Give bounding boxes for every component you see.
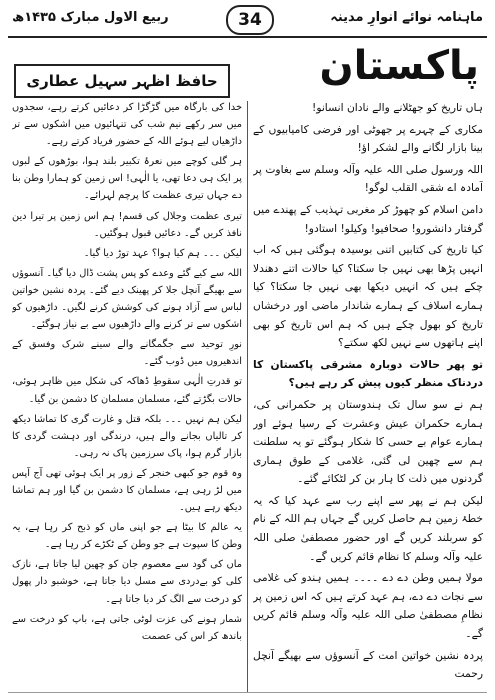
paragraph: ہر گلی کوچے میں نعرۂ تکبیر بلند ہوا، بوڑھوں کے لبوں پر ایک ہی دعا تھی، یا الٰہی! اس زمین کو ہمارا وطن بنا دے جہاں تیری عظمت کا پرچم لہرائے۔ (12, 156, 242, 202)
article-author: حافظ اظہر سہیل عطاری (14, 64, 230, 98)
issue-date: ربیع الاول مبارک ۱۴۳۵ھ (12, 10, 169, 25)
paragraph: شمار ہونے کی عزت لوٹی جاتی ہے، باپ کو درخت سے باندھ کر اس کی عصمت (12, 613, 242, 642)
footer-rule (8, 692, 487, 693)
paragraph: خدا کی بارگاہ میں گڑگڑا کر دعائیں کرتے رہے، سجدوں میں سر رکھے نیم شب کی تنہائیوں میں اشکوں سے تر داڑھیاں لیے ہوئے اللہ کے حضور فریاد کرتے رہے۔ (12, 102, 242, 148)
paragraph: کیا تاریخ کی کتابیں اتنی بوسیدہ ہوگئی ہیں کہ اب انہیں پڑھا بھی نہیں جا سکتا؟ کیا حالات اتنے دھندلا چکے ہیں کہ انہیں دیکھا بھی نہیں جا سکتا؟ کیا ہمارے اسلاف کے ہمارے شاندار ماضی اور درخشاں تاریخ کو بھول چکے ہیں کہ ہم اس تاریخ کو بھی اپنے ہاتھوں سے نہیں لکھ سکتے؟ (253, 243, 483, 350)
paragraph: اللہ ورسول صلی اللہ علیہ وآلہ وسلم سے بغاوت پر آمادہ اے شقی القلب لوگو! (253, 162, 483, 195)
publication-name: ماہنامہ نوائے انوارِ مدینہ (330, 10, 483, 25)
left-column (12, 99, 242, 648)
paragraph: ہاں تاریخ کو جھٹلانے والے نادان انسانو! (312, 101, 483, 114)
column-divider (247, 101, 248, 693)
right-column (253, 99, 483, 687)
magazine-page (8, 6, 487, 694)
paragraph: اللہ سے کیے گئے وعدے کو پس پشت ڈال دیا گیا۔ آنسوؤں سے بھیگے آنچل جلا کر پھینک دیے گئے۔ پردہ نشین خواتین لباس سے آزاد ہونے کی کوشش کرنے لگیں۔ داڑھیوں کو اشکوں سے تر کرنے والے داڑھیوں سے بے نیاز ہوگئے۔ (12, 267, 242, 331)
paragraph: تو پھر حالات دوبارہ مشرقی پاکستان کا دردناک منظر کیوں پیش کر رہے ہیں؟ (253, 357, 483, 390)
paragraph: وہ قوم جو کبھی خنجر کے زور پر ایک ہوئی تھی آج آپس میں لڑ رہی ہے، مسلمان کا دشمن بن گیا اور ہم تماشا دیکھ رہے ہیں۔ (12, 467, 242, 514)
paragraph: دامن اسلام کو چھوڑ کر مغربی تہذیب کے پھندے میں گرفتار دانشورو! صحافیو! وکیلو! استادو! (253, 202, 483, 235)
paragraph: تو قدرتِ الٰہی سقوطِ ڈھاکہ کی شکل میں ظاہر ہوئی، حالات بگڑتے گئے، مسلمان مسلمان کا دشمن بن گیا۔ (12, 376, 242, 405)
article-title: پاکستان (319, 43, 479, 89)
paragraph: ماں کی گود سے معصوم جان کو چھین لیا جاتا ہے، نازک کلی کو بےدردی سے مسل دیا جاتا ہے، خوشبو دار پھول کو درخت سے الگ کر دیا جاتا ہے۔ (12, 559, 242, 605)
paragraph: لیکن ہم نے پھر سے اپنے رب سے عہد کیا کہ یہ خطۂ زمین ہم حاصل کریں گے جہاں ہم اللہ کے نام کو سربلند کریں گے اور حضور مصطفیٰ صلی اللہ علیہ وآلہ وسلم کا نظام قائم کریں گے۔ (253, 493, 483, 563)
page-number: 34 (226, 5, 274, 35)
paragraph: مکاری کے چہرے پر جھوٹی اور فرضی کامیابیوں کے بینا بازار لگانے والے لشکر اؤ! (253, 122, 483, 155)
paragraph: پردہ نشین خواتین امت کے آنسوؤں سے بھیگے آنچل رحمت (253, 648, 483, 681)
paragraph: تیری عظمت وجلال کی قسم! ہم اس زمین پر تیرا دین نافذ کریں گے۔ دعائیں قبول ہوگئیں۔ (12, 210, 242, 239)
paragraph: یہ عالم کا بیٹا ہے جو اپنی ماں کو ذبح کر رہا ہے، یہ وطن کا سپوت ہے جو وطن کے ٹکڑے کر رہا ہے۔ (12, 522, 242, 551)
paragraph: لیکن ۔۔۔ ہم کیا ہوا؟ عہد توڑ دیا گیا۔ (83, 247, 242, 259)
paragraph: ہم نے سو سال تک ہندوستان پر حکمرانی کی، ہمارے حکمران عیش وعشرت کے رسیا ہوئے اور ہمارے عوام بے حسی کا شکار ہوگئے تو یہ سلطنت ہم سے چھین لی گئی، غلامی کے طوق ہماری گردنوں میں ذلت کا ہار بن کر لٹکائے گئے۔ (253, 397, 483, 486)
page-header (8, 6, 487, 38)
paragraph: مولا ہمیں وطن دے دے ۔۔۔۔ ہمیں ہندو کی غلامی سے نجات دے دے، ہم عہد کرتے ہیں کہ اس زمین پر نظامِ مصطفیٰ صلی اللہ علیہ وآلہ وسلم قائم کریں گے۔ (253, 571, 483, 641)
paragraph: نورِ توحید سے جگمگانے والے سینے شرک وفسق کے اندھیروں میں ڈوب گئے۔ (12, 339, 242, 368)
paragraph: لیکن ہم نہیں ۔۔۔ بلکہ قتل و غارت گری کا تماشا دیکھ کر تالیاں بجانے والے ہیں، درندگی اور دہشت گردی کا بازار گرم ہوا، پاک سرزمین پاک نہ رہی۔ (12, 413, 242, 459)
